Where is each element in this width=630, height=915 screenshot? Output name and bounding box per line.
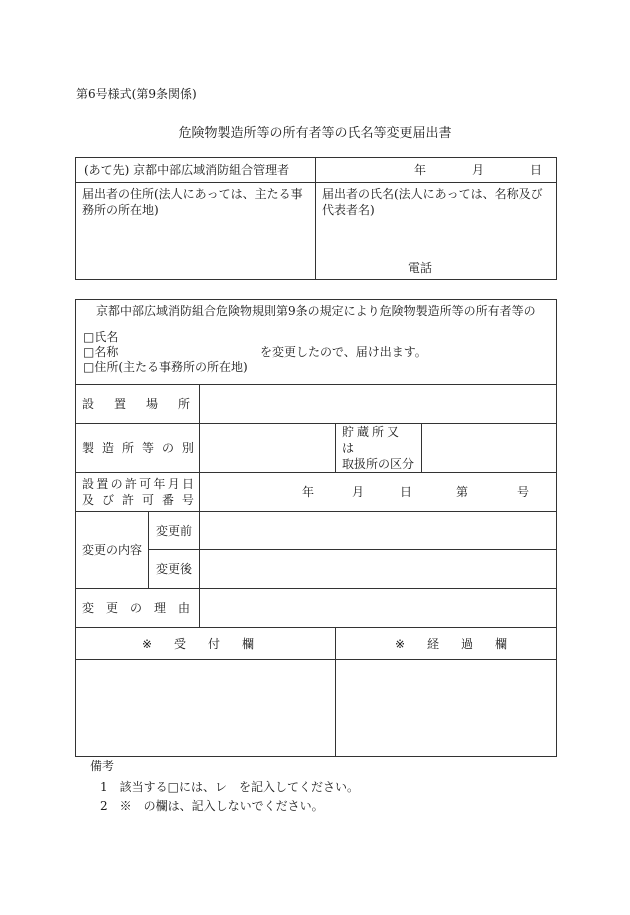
after-field[interactable] (200, 550, 557, 589)
reception-header: ※ 受 付 欄 (76, 628, 336, 660)
reason-field[interactable] (200, 589, 557, 628)
permit-date-number-field[interactable] (200, 473, 557, 512)
date-month-label: 月 (472, 163, 485, 177)
applicant-name-field[interactable] (316, 183, 557, 280)
applicant-address-label: 届出者の住所(法人にあっては、主たる事務所の所在地) (82, 187, 303, 217)
location-field[interactable] (200, 385, 557, 424)
main-table (75, 299, 557, 757)
document-title: 危険物製造所等の所有者等の氏名等変更届出書 (178, 126, 452, 141)
reception-field (76, 660, 336, 757)
applicant-name-label: 届出者の氏名(法人にあっては、名称及び代表者名) (322, 187, 543, 217)
permit-date-number-label: 設 置 の 許 可 年 月 日 及 び 許 可 番 号 (76, 473, 200, 512)
applicant-address-field[interactable] (76, 183, 316, 280)
note-item-1: 1 該当する□には、レ を記入してください。 (100, 780, 359, 794)
permit-number-prefix: 第 (456, 485, 469, 499)
phone-label: 電話 (408, 261, 433, 275)
date-day-label: 日 (530, 163, 543, 177)
progress-header: ※ 経 過 欄 (336, 628, 557, 660)
notes-title: 備考 (90, 759, 115, 773)
facility-type-label: 製 造 所 等 の 別 (76, 424, 200, 473)
addressee: (あて先) 京都中部広域消防組合管理者 (76, 158, 316, 183)
permit-month-label: 月 (352, 485, 365, 499)
change-content-label: 変更の内容 (76, 512, 149, 589)
header-table (75, 157, 557, 280)
form-number: 第6号様式(第9条関係) (76, 87, 197, 101)
storage-category-field[interactable] (422, 424, 557, 473)
facility-type-field[interactable] (200, 424, 336, 473)
location-label: 設 置 場 所 (76, 385, 200, 424)
reason-label: 変 更 の 理 由 (76, 589, 200, 628)
after-label: 変更後 (149, 550, 200, 589)
before-label: 変更前 (149, 512, 200, 550)
checkbox-name[interactable]: □氏名 (83, 330, 119, 344)
checkbox-address[interactable]: □住所(主たる事務所の所在地) (83, 360, 248, 374)
permit-year-label: 年 (302, 485, 315, 499)
progress-field (336, 660, 557, 757)
note-item-2: 2 ※ の欄は、記入しないでください。 (100, 799, 324, 813)
submission-date[interactable] (316, 158, 557, 183)
permit-day-label: 日 (400, 485, 413, 499)
statement-intro: 京都中部広域消防組合危険物規則第9条の規定により危険物製造所等の所有者等の (96, 304, 536, 318)
storage-category-label: 貯蔵所又は 取扱所の区分 (336, 424, 422, 473)
before-field[interactable] (200, 512, 557, 550)
change-statement (76, 300, 557, 385)
date-year-label: 年 (414, 163, 427, 177)
checkbox-corporate-name[interactable]: □名称 (83, 345, 119, 359)
statement-tail: を変更したので、届け出ます。 (260, 345, 427, 359)
permit-number-suffix: 号 (517, 485, 530, 499)
